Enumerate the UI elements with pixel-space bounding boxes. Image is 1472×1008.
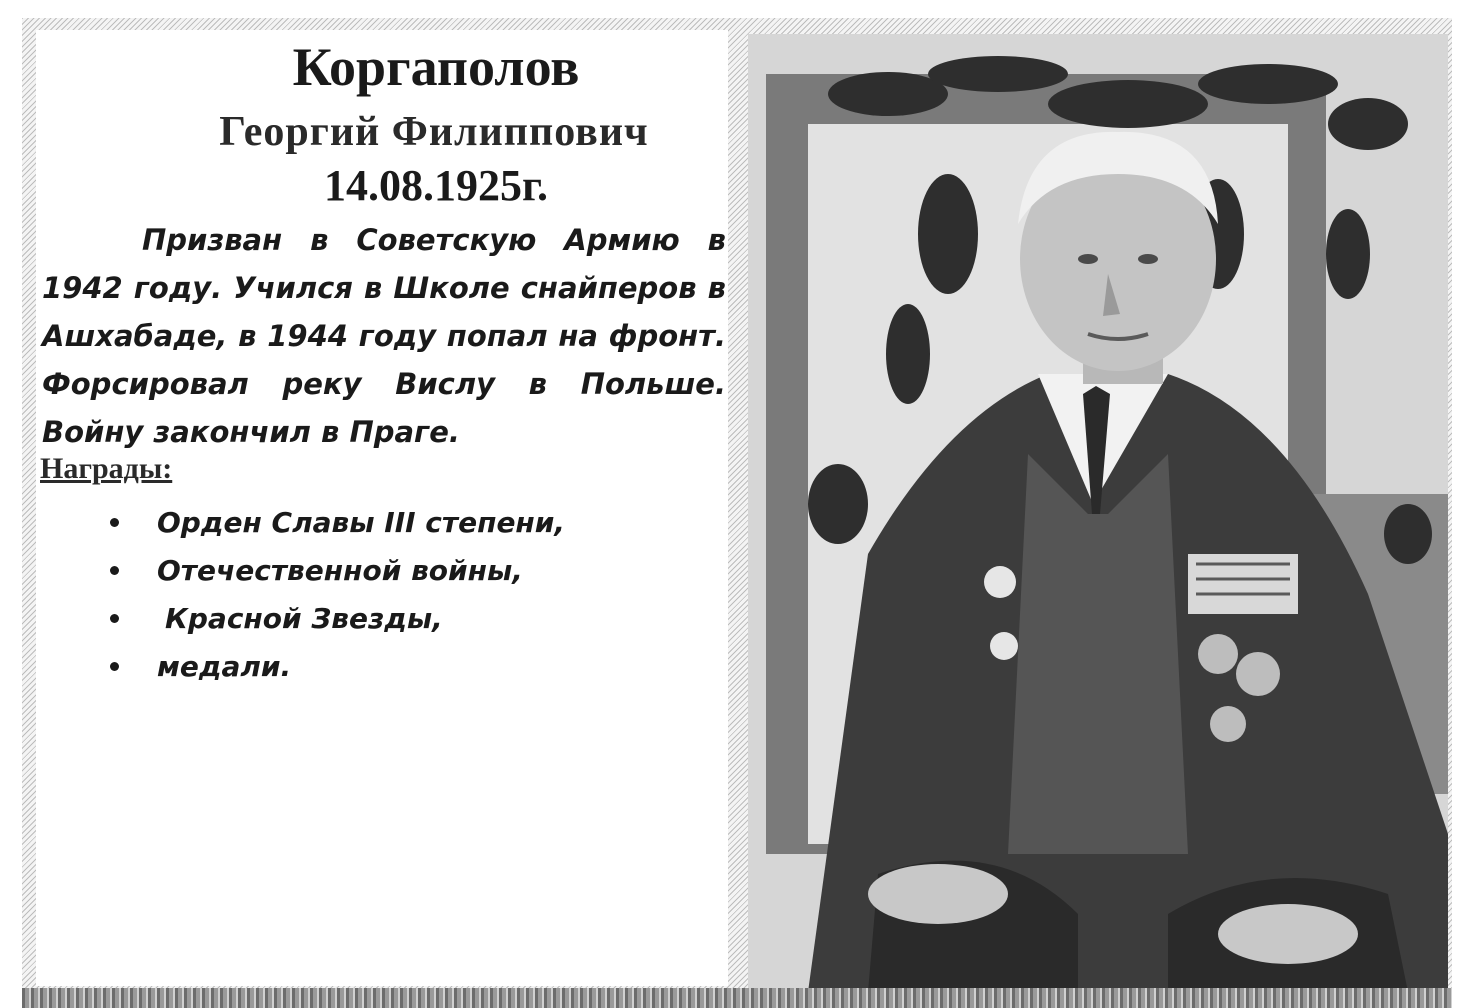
awards-list <box>110 498 670 690</box>
award-item <box>110 594 670 642</box>
bullet-icon <box>110 518 119 527</box>
bullet-icon <box>110 614 119 623</box>
awards-heading: Награды: <box>40 452 173 485</box>
surname-heading: Коргаполов <box>292 37 580 97</box>
award-label: Красной Звезды, <box>165 601 443 635</box>
bullet-icon <box>110 662 119 671</box>
bullet-icon <box>110 566 119 575</box>
biography-paragraph: Призван в Советскую Армию в 1942 году. Учился в Школе снайперов в Ашхабаде, в 1944 году попал на фронт. Форсировал реку Вислу в Польше. Войну закончил в Праге. <box>42 223 726 449</box>
award-label: Орден Славы III степени, <box>157 505 566 539</box>
birth-date: 14.08.1925г. <box>323 161 549 210</box>
award-item <box>110 642 670 690</box>
award-label: медали. <box>157 649 292 683</box>
full-name-heading: Георгий Филиппович <box>219 109 649 155</box>
bottom-strip <box>22 988 1452 1008</box>
veteran-portrait-photo <box>748 34 1448 992</box>
award-item <box>110 498 670 546</box>
portrait-illustration <box>748 34 1448 992</box>
award-item <box>110 546 670 594</box>
award-label: Отечественной войны, <box>157 553 523 587</box>
